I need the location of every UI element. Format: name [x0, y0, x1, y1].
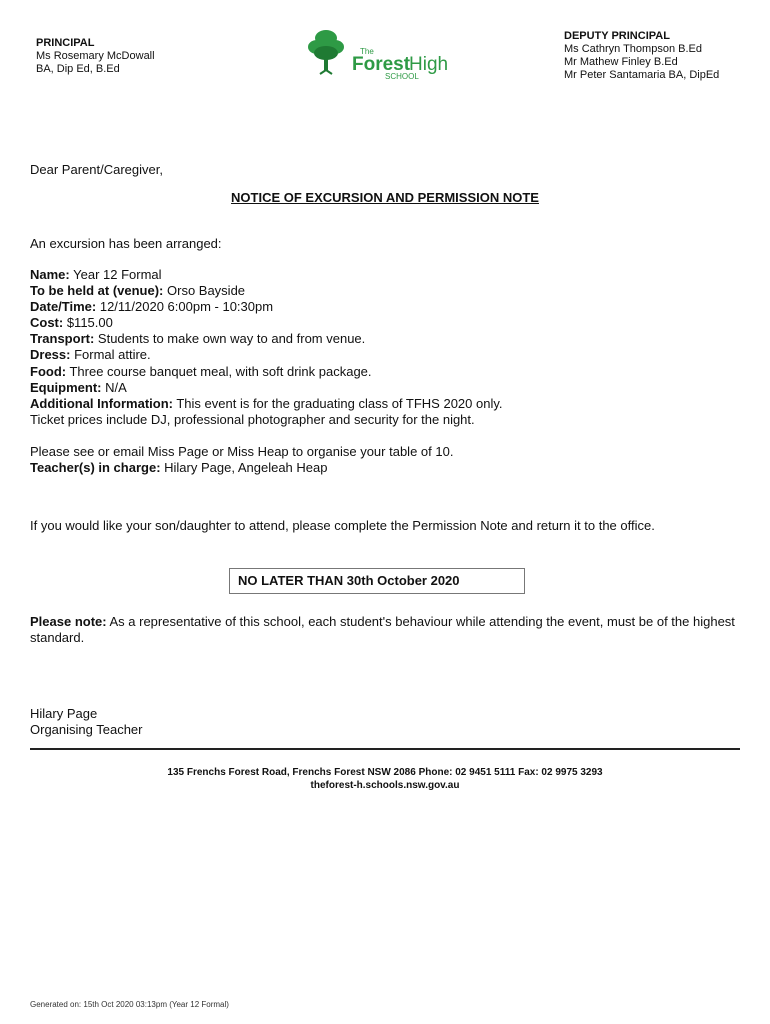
- deputy-name-1: Ms Cathryn Thompson B.Ed: [564, 43, 702, 55]
- detail-value: 12/11/2020 6:00pm - 10:30pm: [96, 299, 274, 315]
- principal-quals: BA, Dip Ed, B.Ed: [36, 63, 120, 75]
- principal-block: [36, 37, 155, 76]
- detail-label: Dress:: [30, 347, 71, 363]
- note-label: Please note:: [30, 614, 107, 629]
- footer-website: theforest-h.schools.nsw.gov.au: [310, 780, 460, 791]
- principal-name: Ms Rosemary McDowall: [36, 50, 155, 62]
- deputy-block: [564, 30, 719, 82]
- behaviour-note: [30, 614, 745, 646]
- detail-row: [30, 396, 750, 412]
- detail-row: [30, 331, 750, 347]
- detail-value: Orso Bayside: [163, 283, 246, 299]
- detail-value: Three course banquet meal, with soft drink package.: [66, 363, 372, 379]
- signer-name: Hilary Page: [30, 706, 98, 721]
- detail-label: To be held at (venue):: [30, 283, 164, 299]
- detail-value: Ticket prices include DJ, professional photographer and security for the night.: [30, 411, 475, 427]
- detail-label: Transport:: [30, 331, 95, 347]
- deputy-title: DEPUTY PRINCIPAL: [564, 30, 670, 42]
- note-text: As a representative of this school, each student's behaviour while attending the event, must be of the highest standard.: [30, 614, 735, 645]
- generated-on: Generated on: 15th Oct 2020 03:13pm (Year 12 Formal): [30, 1000, 229, 1009]
- detail-row: [30, 412, 750, 428]
- detail-value: This event is for the graduating class of TFHS 2020 only.: [172, 395, 503, 411]
- detail-row: [30, 315, 750, 331]
- logo-forest: Forest: [352, 54, 411, 75]
- tree-icon: [308, 30, 344, 74]
- intro-text: An excursion has been arranged:: [30, 236, 222, 251]
- detail-row: [30, 347, 750, 363]
- logo-the: The: [360, 47, 374, 56]
- principal-title: PRINCIPAL: [36, 37, 95, 49]
- logo-school: SCHOOL: [385, 72, 419, 80]
- signature-block: [30, 706, 143, 738]
- signer-role: Organising Teacher: [30, 722, 143, 737]
- greeting: Dear Parent/Caregiver,: [30, 162, 163, 177]
- detail-value: N/A: [101, 379, 127, 395]
- detail-value: Students to make own way to and from venue.: [94, 331, 366, 347]
- logo-high: High: [409, 54, 449, 75]
- footer-divider: [30, 748, 740, 750]
- permission-text: If you would like your son/daughter to attend, please complete the Permission Note and return it to the office.: [30, 518, 655, 533]
- footer: [0, 766, 770, 792]
- deadline-box: NO LATER THAN 30th October 2020: [229, 568, 525, 594]
- detail-row: [30, 299, 750, 315]
- footer-address: 135 Frenchs Forest Road, Frenchs Forest NSW 2086 Phone: 02 9451 5111 Fax: 02 9975 3293: [167, 767, 603, 778]
- excursion-details: [30, 267, 750, 428]
- detail-row: [30, 267, 750, 283]
- deputy-name-2: Mr Mathew Finley B.Ed: [564, 56, 678, 68]
- detail-label: Name:: [30, 267, 70, 282]
- notice-title: NOTICE OF EXCURSION AND PERMISSION NOTE: [231, 190, 539, 205]
- detail-row: [30, 364, 750, 380]
- detail-value: $115.00: [63, 315, 113, 331]
- table-text: Please see or email Miss Page or Miss Heap to organise your table of 10.: [30, 444, 454, 459]
- teachers-label: Teacher(s) in charge:: [30, 460, 161, 475]
- detail-row: [30, 380, 750, 396]
- detail-value: Year 12 Formal: [69, 267, 162, 282]
- detail-label: Date/Time:: [30, 299, 97, 315]
- school-logo: [308, 26, 458, 80]
- deputy-name-3: Mr Peter Santamaria BA, DipEd: [564, 69, 720, 81]
- teachers-value: Hilary Page, Angeleah Heap: [160, 460, 328, 475]
- teachers-in-charge: [30, 460, 750, 476]
- detail-label: Food:: [30, 363, 67, 379]
- detail-row: [30, 283, 750, 299]
- detail-label: Cost:: [30, 315, 64, 331]
- detail-value: Formal attire.: [70, 347, 151, 363]
- detail-label: Equipment:: [30, 379, 102, 395]
- detail-label: Additional Information:: [30, 395, 173, 411]
